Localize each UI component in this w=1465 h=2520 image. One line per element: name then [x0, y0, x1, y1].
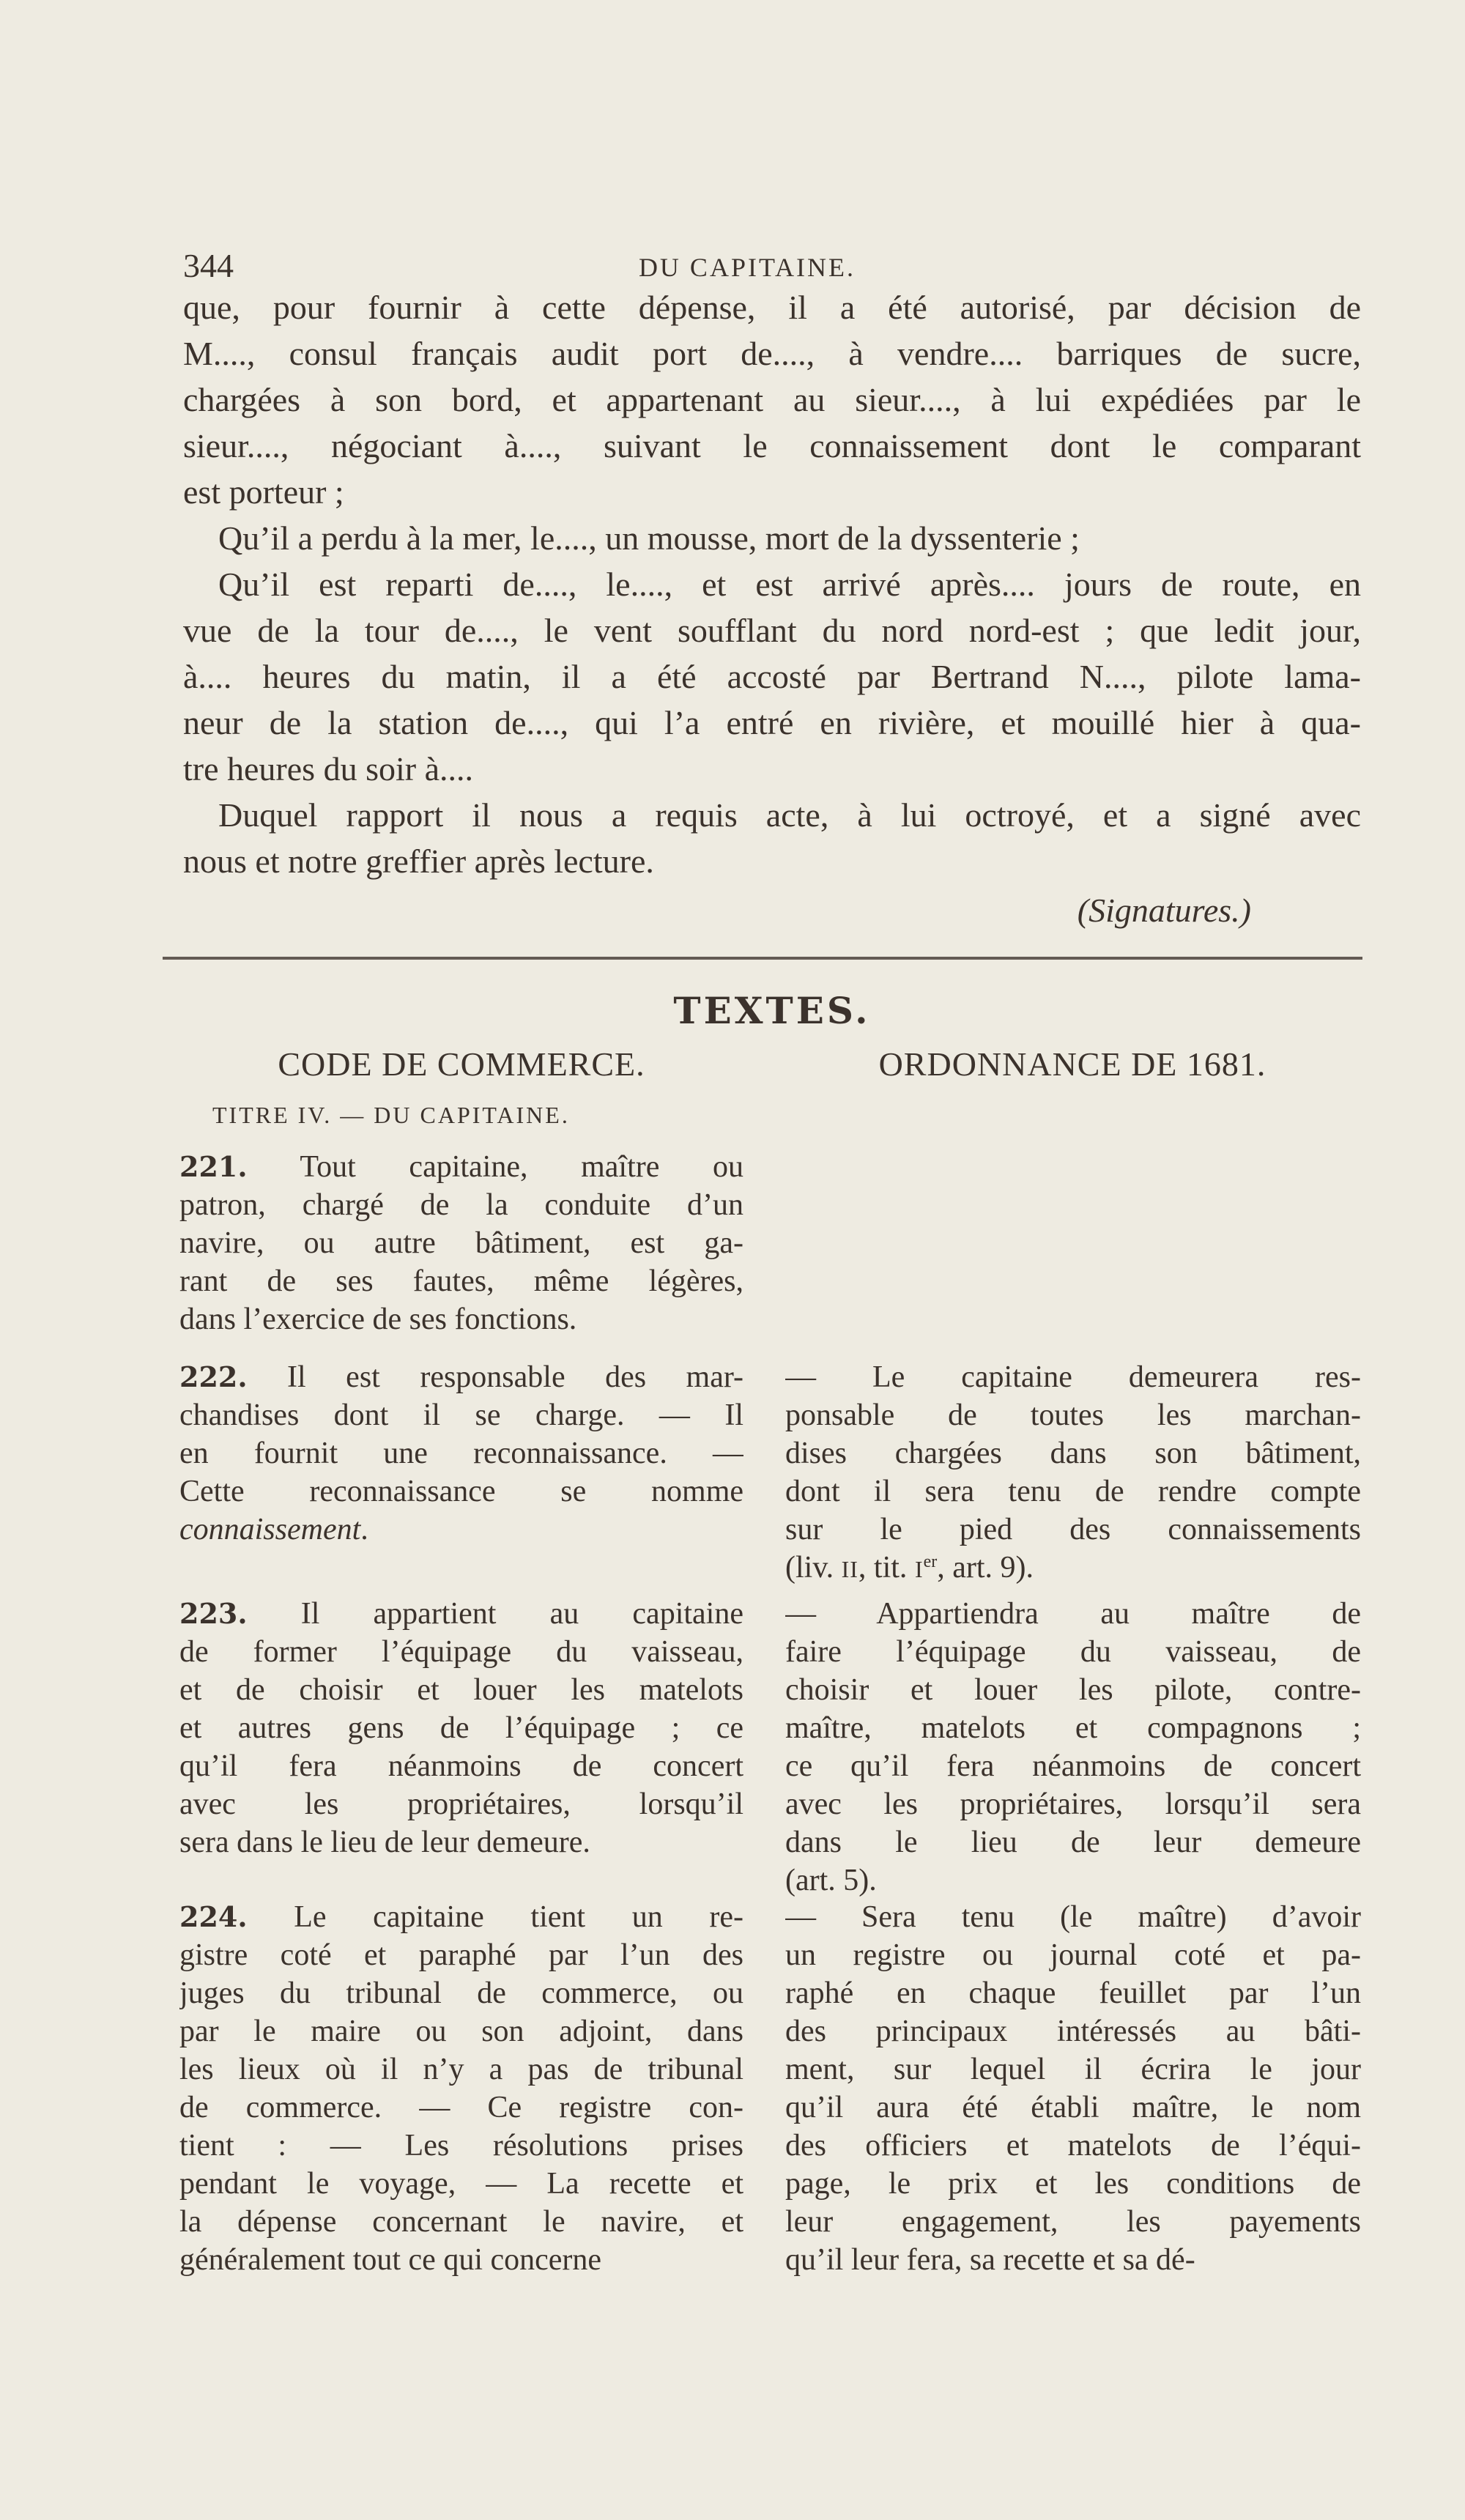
text-line: [179, 2127, 743, 2165]
text-line: [785, 1633, 1361, 1671]
line-text: sieur...., négociant à...., suivant le connaissement dont le comparant: [183, 427, 1361, 464]
line-text: par le maire ou son adjoint, dans: [179, 2015, 743, 2048]
text-line: [785, 1861, 1361, 1900]
paragraph: [183, 284, 1361, 515]
line-text: les lieux où il n’y a pas de tribunal: [179, 2053, 743, 2086]
page-number: 344: [183, 247, 234, 284]
text-line: [179, 1633, 743, 1671]
text-segment: , art. 9).: [937, 1551, 1034, 1585]
line-text: juges du tribunal de commerce, ou: [179, 1976, 743, 2010]
line-text: que, pour fournir à cette dépense, il a été autorisé, par décision de: [183, 289, 1361, 326]
text-line: [179, 1300, 743, 1338]
line-text: un registre ou journal coté et pa-: [785, 1938, 1361, 1972]
line-text: chandises dont il se charge. — Il: [179, 1398, 743, 1432]
text-segment: II: [841, 1556, 858, 1582]
text-segment: I: [914, 1556, 924, 1582]
text-line: [183, 653, 1361, 700]
text-line: [785, 2127, 1361, 2165]
text-segment: , tit.: [858, 1551, 915, 1585]
text-line: [179, 1974, 743, 2012]
article: [179, 1595, 743, 1861]
line-text: Qu’il a perdu à la mer, le...., un mousse, mort de la dyssenterie ;: [218, 519, 1080, 557]
text-line: [785, 1747, 1361, 1785]
text-line: [179, 1148, 743, 1186]
article-number: 223.: [179, 1597, 248, 1630]
article: [785, 1358, 1361, 1587]
text-line: [785, 1434, 1361, 1472]
article: [179, 1898, 743, 2279]
line-text: sur le pied des connaissements: [785, 1513, 1361, 1546]
text-line: [785, 1823, 1361, 1861]
text-line: [785, 1595, 1361, 1633]
line-text: Duquel rapport il nous a requis acte, à lui octroyé, et a signé avec: [218, 796, 1361, 834]
line-text: et autres gens de l’équipage ; ce: [179, 1711, 743, 1745]
text-line: [179, 2050, 743, 2089]
text-line: [179, 2165, 743, 2203]
text-line: [785, 1472, 1361, 1511]
article: [785, 1595, 1361, 1900]
line-text: des principaux intéressés au bâti-: [785, 2015, 1361, 2048]
text-line: [785, 2241, 1361, 2279]
text-segment: er: [923, 1552, 938, 1571]
text-line: [785, 1974, 1361, 2012]
text-line: [179, 1396, 743, 1434]
line-text: (art. 5).: [785, 1864, 877, 1897]
line-text: avec les propriétaires, lorsqu’il sera: [785, 1787, 1361, 1821]
text-line: [179, 1434, 743, 1472]
text-line: [785, 2012, 1361, 2050]
text-line: [179, 1823, 743, 1861]
text-line: [179, 1262, 743, 1300]
signatures: (Signatures.): [1077, 892, 1251, 929]
line-text: rant de ses fautes, même légères,: [179, 1264, 743, 1298]
paragraph: [183, 561, 1361, 792]
line-text: neur de la station de...., qui l’a entré en rivière, et mouillé hier à qua-: [183, 704, 1361, 741]
text-line: [785, 1396, 1361, 1434]
line-text: Il appartient au capitaine: [247, 1597, 743, 1631]
line-text: maître, matelots et compagnons ;: [785, 1711, 1361, 1745]
line-text: la dépense concernant le navire, et: [179, 2205, 743, 2239]
text-line: [179, 2089, 743, 2127]
text-line: [183, 838, 1361, 884]
text-line: [179, 1186, 743, 1224]
line-text: navire, ou autre bâtiment, est ga-: [179, 1226, 743, 1260]
section-title: TEXTES.: [673, 989, 871, 1032]
text-line: [785, 1511, 1361, 1549]
text-line: [179, 1709, 743, 1747]
line-text: à.... heures du matin, il a été accosté par Bertrand N...., pilote lama-: [183, 658, 1361, 695]
article: [179, 1148, 743, 1338]
running-head: [183, 246, 1361, 286]
text-segment: connaissement: [179, 1513, 361, 1546]
line-text: dans le lieu de leur demeure: [785, 1826, 1361, 1859]
text-line: [785, 2165, 1361, 2203]
text-line: [785, 1549, 1361, 1587]
text-line: [183, 792, 1361, 838]
line-text: dises chargées dans son bâtiment,: [785, 1437, 1361, 1470]
line-text: ponsable de toutes les marchan-: [785, 1398, 1361, 1432]
text-line: [179, 1224, 743, 1262]
line-text: et de choisir et louer les matelots: [179, 1673, 743, 1707]
text-line: [785, 2089, 1361, 2127]
line-text: pendant le voyage, — La recette et: [179, 2167, 743, 2201]
text-line: [179, 1898, 743, 1936]
line-text: ment, sur lequel il écrira le jour: [785, 2053, 1361, 2086]
article-number: 224.: [179, 1900, 248, 1933]
text-line: [785, 2203, 1361, 2241]
text-line: [179, 1511, 743, 1549]
line-text: page, le prix et les conditions de: [785, 2167, 1361, 2201]
text-line: [785, 1358, 1361, 1396]
line-text: Cette reconnaissance se nomme: [179, 1475, 743, 1508]
line-text: tre heures du soir à....: [183, 750, 473, 788]
line-text: nous et notre greffier après lecture.: [183, 842, 654, 880]
text-line: [183, 561, 1361, 607]
line-text: est porteur ;: [183, 473, 344, 511]
running-title: DU CAPITAINE.: [638, 253, 856, 282]
paragraph: [183, 792, 1361, 884]
line-text: — Sera tenu (le maître) d’avoir: [785, 1900, 1361, 1934]
section-divider: [163, 957, 1362, 960]
text-line: [179, 1747, 743, 1785]
text-line: [183, 377, 1361, 423]
line-text: des officiers et matelots de l’équi-: [785, 2129, 1361, 2163]
text-line: [179, 1595, 743, 1633]
line-text: dont il sera tenu de rendre compte: [785, 1475, 1361, 1508]
text-line: [179, 2241, 743, 2279]
text-line: [179, 1785, 743, 1823]
line-text: qu’il aura été établi maître, le nom: [785, 2091, 1361, 2124]
line-text: Le capitaine tient un re-: [247, 1900, 743, 1934]
line-text: leur engagement, les payements: [785, 2205, 1361, 2239]
text-line: [785, 1671, 1361, 1709]
text-line: [183, 700, 1361, 746]
line-text: M...., consul français audit port de...., à vendre.... barriques de sucre,: [183, 335, 1361, 372]
ordonnance-heading: ORDONNANCE DE 1681.: [878, 1045, 1266, 1083]
line-text: raphé en chaque feuillet par l’un: [785, 1976, 1361, 2010]
article-number: 222.: [179, 1360, 248, 1393]
line-text: choisir et louer les pilote, contre-: [785, 1673, 1361, 1707]
text-segment: (liv.: [785, 1551, 842, 1585]
code-de-commerce-heading: CODE DE COMMERCE.: [278, 1045, 645, 1083]
line-text: faire l’équipage du vaisseau, de: [785, 1635, 1361, 1669]
text-line: [183, 746, 1361, 792]
line-text: — Appartiendra au maître de: [785, 1597, 1361, 1631]
line-text: ce qu’il fera néanmoins de concert: [785, 1749, 1361, 1783]
text-line: [179, 2012, 743, 2050]
text-line: [785, 2050, 1361, 2089]
article: [179, 1358, 743, 1549]
text-line: [183, 284, 1361, 330]
line-text: sera dans le lieu de leur demeure.: [179, 1826, 590, 1859]
article-number: 221.: [179, 1150, 248, 1183]
text-line: [183, 469, 1361, 515]
line-text: avec les propriétaires, lorsqu’il: [179, 1787, 743, 1821]
text-line: [183, 607, 1361, 653]
text-line: [179, 1671, 743, 1709]
line-text: en fournit une reconnaissance. —: [179, 1437, 743, 1470]
paragraph: [183, 515, 1361, 561]
text-line: [179, 2203, 743, 2241]
text-line: [785, 1709, 1361, 1747]
line-text: de commerce. — Ce registre con-: [179, 2091, 743, 2124]
line-text: Qu’il est reparti de...., le...., et est arrivé après.... jours de route, en: [218, 566, 1361, 603]
text-line: [183, 423, 1361, 469]
body-text: [183, 284, 1361, 937]
line-text: Tout capitaine, maître ou: [247, 1150, 743, 1184]
article: [785, 1898, 1361, 2279]
text-line: [183, 515, 1361, 561]
line-text: qu’il leur fera, sa recette et sa dé-: [785, 2243, 1195, 2277]
text-line: [179, 1358, 743, 1396]
line-text: — Le capitaine demeurera res-: [785, 1360, 1361, 1394]
text-line: [183, 330, 1361, 377]
text-line: [179, 1472, 743, 1511]
line-text: dans l’exercice de ses fonctions.: [179, 1302, 577, 1336]
text-segment: .: [360, 1513, 368, 1546]
line-text: patron, chargé de la conduite d’un: [179, 1188, 743, 1222]
line-text: Il est responsable des mar-: [247, 1360, 743, 1394]
text-line: [179, 1936, 743, 1974]
line-text: généralement tout ce qui concerne: [179, 2243, 602, 2277]
text-line: [785, 1785, 1361, 1823]
line-text: gistre coté et paraphé par l’un des: [179, 1938, 743, 1972]
title-iv-subtitle: TITRE IV. — DU CAPITAINE.: [212, 1102, 570, 1128]
line-text: de former l’équipage du vaisseau,: [179, 1635, 743, 1669]
line-text: chargées à son bord, et appartenant au sieur...., à lui expédiées par le: [183, 381, 1361, 418]
line-text: tient : — Les résolutions prises: [179, 2129, 743, 2163]
text-line: [785, 1898, 1361, 1936]
line-text: vue de la tour de...., le vent soufflant du nord nord-est ; que ledit jour,: [183, 612, 1361, 649]
line-text: qu’il fera néanmoins de concert: [179, 1749, 743, 1783]
text-line: [785, 1936, 1361, 1974]
